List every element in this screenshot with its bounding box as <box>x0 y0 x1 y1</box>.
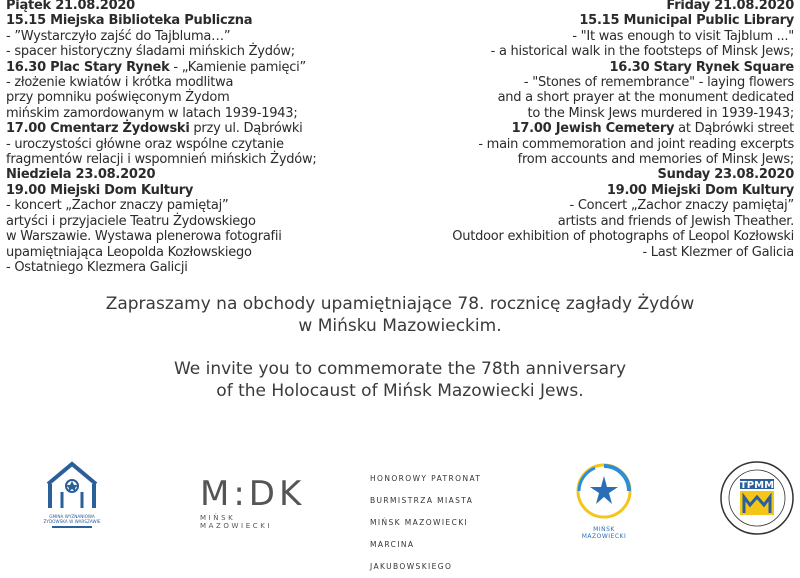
english-line <box>374 44 794 59</box>
polish-line-text: - uroczystości główne oraz wspólne czytanie <box>6 136 284 152</box>
invitation-english <box>0 358 800 402</box>
english-line-text: from accounts and memories of Minsk Jews; <box>517 152 794 168</box>
english-line <box>374 167 794 182</box>
english-line-text: artists and friends of Jewish Theather. <box>557 213 794 229</box>
polish-program <box>6 0 386 275</box>
english-line <box>374 214 794 229</box>
english-line <box>374 229 794 244</box>
minsk-city-logo <box>575 462 633 540</box>
polish-line <box>6 167 386 182</box>
english-line-text: Outdoor exhibition of photographs of Leopol Kozłowski <box>452 229 794 245</box>
english-line <box>374 29 794 44</box>
english-line-text: Friday 21.08.2020 <box>666 0 794 13</box>
polish-line-text: - Ostatniego Klezmera Galicji <box>6 259 188 275</box>
polish-line <box>6 152 386 167</box>
polish-line <box>6 90 386 105</box>
polish-line <box>6 29 386 44</box>
gmina-caption-2: ŻYDOWSKA W WARSZAWIE <box>43 519 101 524</box>
english-line <box>374 13 794 28</box>
honorary-patronage <box>370 468 500 578</box>
english-line <box>374 0 794 13</box>
polish-line <box>6 183 386 198</box>
minsk-caption-1: MIŃSK <box>593 526 615 533</box>
polish-line-text: w Warszawie. Wystawa plenerowa fotografii <box>6 229 282 245</box>
english-line <box>374 106 794 121</box>
polish-line <box>6 60 386 75</box>
polish-line <box>6 121 386 136</box>
invitation-english-line1: We invite you to commemorate the 78th anniversary <box>173 359 627 379</box>
polish-line-text: artyści i przyjaciele Teatru Żydowskiego <box>6 213 256 229</box>
invitation-polish-line2: w Mińsku Mazowieckim. <box>298 316 502 336</box>
polish-line <box>6 13 386 28</box>
english-line <box>374 60 794 75</box>
english-line <box>374 198 794 213</box>
english-line <box>374 121 794 136</box>
tpmm-letters: TPMM <box>739 480 775 491</box>
english-line <box>374 245 794 260</box>
mdk-logo <box>200 474 306 530</box>
minsk-caption-2: MAZOWIECKI <box>581 533 627 540</box>
polish-line <box>6 0 386 13</box>
tpmm-logo <box>718 457 796 539</box>
english-line-text: to the Minsk Jews murdered in 1939-1943; <box>527 105 794 121</box>
polish-line <box>6 260 386 275</box>
english-line-text: Sunday 23.08.2020 <box>657 167 794 183</box>
polish-line-text: - koncert „Zachor znaczy pamiętaj” <box>6 198 229 214</box>
english-line-text: - "Stones of remembrance" - laying flowers <box>523 75 794 91</box>
invitation-polish-line1: Zapraszamy na obchody upamiętniające 78. rocznicę zagłady Żydów <box>105 294 695 314</box>
polish-line-text: - ”Wystarczyło zajść do Tajbluma…” <box>6 28 231 44</box>
polish-line-text: mińskim zamordowanym w latach 1939-1943; <box>6 105 298 121</box>
polish-line-rest: przy ul. Dąbrówki <box>189 121 303 137</box>
polish-line <box>6 229 386 244</box>
polish-line-text: 17.00 Cmentarz Żydowski <box>6 121 190 137</box>
patronage-line-3: MIŃSK MAZOWIECKI <box>370 518 469 527</box>
polish-line <box>6 106 386 121</box>
polish-line <box>6 198 386 213</box>
polish-line <box>6 75 386 90</box>
polish-line-text: 16.30 Plac Stary Rynek <box>6 59 170 75</box>
polish-line-text: Piątek 21.08.2020 <box>6 0 135 13</box>
polish-line-text: 15.15 Miejska Biblioteka Publiczna <box>6 13 253 29</box>
english-line-text: - "It was enough to visit Tajblum ..." <box>572 28 794 44</box>
english-line-text: and a short prayer at the monument dedicated <box>497 90 794 106</box>
english-line-text: - Concert „Zachor znaczy pamiętaj” <box>569 198 794 214</box>
polish-line-text: 19.00 Miejski Dom Kultury <box>6 182 194 198</box>
english-line-text: - a historical walk in the footsteps of Minsk Jews; <box>490 44 794 60</box>
english-line-text: - main commemoration and joint reading excerpts <box>478 136 794 152</box>
gmina-logo <box>42 458 102 540</box>
gmina-caption-1: GMINA WYZNANIOWA <box>49 514 95 519</box>
english-line-text: 15.15 Municipal Public Library <box>579 13 794 29</box>
english-line-rest: at Dąbrówki street <box>674 121 794 137</box>
patronage-line-2: BURMISTRZA MIASTA <box>370 496 474 505</box>
polish-line <box>6 137 386 152</box>
polish-line-text: Niedziela 23.08.2020 <box>6 167 156 183</box>
invitation-polish <box>0 293 800 337</box>
polish-line-text: - złożenie kwiatów i krótka modlitwa <box>6 75 234 91</box>
patronage-line-1: HONOROWY PATRONAT <box>370 474 482 483</box>
tpmm-emblem-icon <box>718 457 796 539</box>
mdk-logo-text: M:DK <box>200 474 306 514</box>
polish-line <box>6 44 386 59</box>
polish-line <box>6 245 386 260</box>
polish-line-text: fragmentów relacji i wspomnień mińskich Żydów; <box>6 152 317 168</box>
house-star-icon <box>42 458 102 540</box>
english-line <box>374 152 794 167</box>
english-line-text: 16.30 Stary Rynek Square <box>609 59 794 75</box>
polish-line-text: - spacer historyczny śladami mińskich Żydów; <box>6 44 295 60</box>
polish-line <box>6 214 386 229</box>
english-line-text: - Last Klezmer of Galicia <box>642 244 794 260</box>
english-line-text: 19.00 Miejski Dom Kultury <box>606 182 794 198</box>
english-line <box>374 90 794 105</box>
sun-star-icon <box>575 462 633 522</box>
polish-line-rest: - „Kamienie pamięci” <box>169 59 306 75</box>
polish-line-text: upamiętniająca Leopolda Kozłowskiego <box>6 244 252 260</box>
english-line-text: 17.00 Jewish Cemetery <box>511 121 675 137</box>
invitation-english-line2: of the Holocaust of Mińsk Mazowiecki Jews. <box>216 381 584 401</box>
english-line <box>374 137 794 152</box>
polish-line-text: przy pomniku poświęconym Żydom <box>6 90 230 106</box>
english-program <box>374 0 794 260</box>
patronage-line-4: MARCINA JAKUBOWSKIEGO <box>370 540 453 571</box>
english-line <box>374 75 794 90</box>
mdk-logo-subtitle: MIŃSK MAZOWIECKI <box>200 514 273 530</box>
english-line <box>374 183 794 198</box>
